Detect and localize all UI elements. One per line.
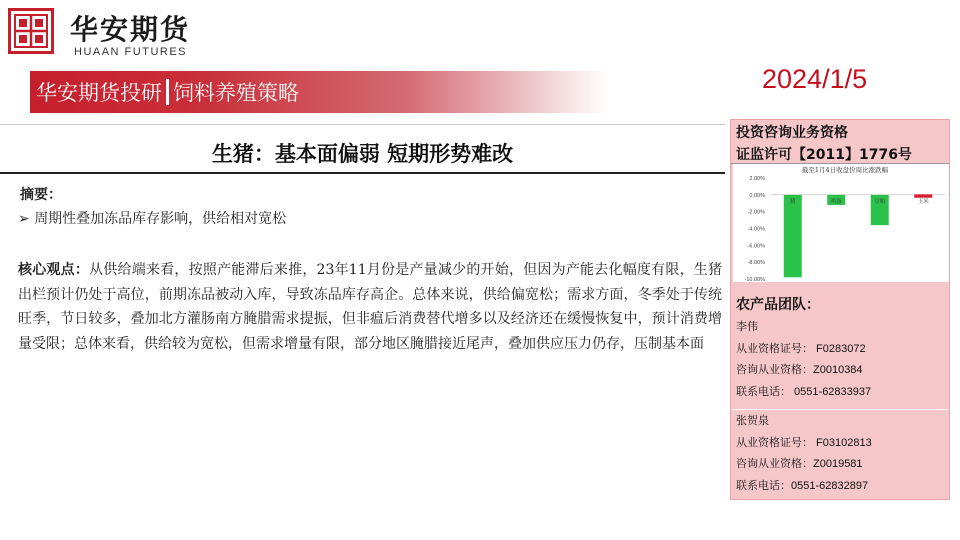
banner-right-label: 饲料养殖策略 xyxy=(173,81,299,105)
title-top-rule xyxy=(0,124,725,125)
bar-猪 xyxy=(784,195,802,277)
banner-divider xyxy=(166,79,169,105)
report-date: 2024/1/5 xyxy=(762,64,868,94)
y-tick-label: 2.00% xyxy=(749,176,765,182)
logo-name-en: HUAAN FUTURES xyxy=(74,46,188,58)
abstract-bullet-text: 周期性叠加冻品库存影响，供给相对宽松 xyxy=(34,211,287,227)
y-tick-label: -10.00% xyxy=(744,277,765,282)
report-title: 生猪：基本面偏弱 短期形势难改 xyxy=(211,142,514,166)
person-2-name: 张贺泉 xyxy=(736,415,769,427)
category-label: 玉米 xyxy=(917,198,929,205)
chart-title: 截至1月4日收盘价周比涨跌幅 xyxy=(801,166,889,174)
person-1-name: 李伟 xyxy=(736,321,758,333)
core-view-paragraph xyxy=(18,258,722,356)
qualification-license: 证监许可【2011】1776号 xyxy=(736,147,912,163)
qualification-title: 投资咨询业务资格 xyxy=(736,125,848,141)
chart-y-axis xyxy=(745,176,946,282)
y-tick-label: -2.00% xyxy=(747,209,765,216)
company-logo xyxy=(8,6,198,58)
bar-玉米 xyxy=(914,194,932,197)
abstract-bullet xyxy=(18,208,286,228)
chart-bars xyxy=(784,194,933,277)
banner-left-label: 华安期货投研 xyxy=(36,81,162,105)
y-tick-label: -6.00% xyxy=(747,243,765,250)
category-label: 鸡蛋 xyxy=(830,198,842,205)
category-label: 豆粕 xyxy=(874,198,886,205)
core-view-label: 核心观点： xyxy=(18,262,90,278)
person-1-license: 从业资格证号： F0283072 xyxy=(736,343,866,355)
title-underline xyxy=(0,172,725,174)
core-view-text: 从供给端来看，按照产能滞后来推，23年11月份是产量减少的开始，但因为产能去化幅度有限，生猪出栏预计仍处于高位，前期冻品被动入库，导致冻品库存高企。总体来说，供给偏宽松；需求方面，冬季处于传统旺季，节日较多，叠加北方灌肠南方腌腊需求提振，但非瘟后消费替代增多以及经济还在缓慢恢复中，预计消费增量受限；总体来看，供给较为宽松，但需求增量有限，部分地区腌腊接近尾声，叠加供应压力仍存，压制基本面 xyxy=(18,262,723,352)
person-2-license: 从业资格证号： F03102813 xyxy=(736,437,872,449)
bar-chart-svg xyxy=(733,164,949,282)
section-banner xyxy=(30,71,608,113)
y-tick-label: -4.00% xyxy=(747,226,765,233)
y-tick-label: -8.00% xyxy=(747,260,765,267)
person-2-phone: 联系电话：0551-62832897 xyxy=(736,480,869,492)
category-label: 猪 xyxy=(789,198,796,205)
y-tick-label: 0.00% xyxy=(749,192,765,199)
price-change-chart xyxy=(733,164,949,282)
logo-seal-icon xyxy=(8,8,54,54)
abstract-label: 摘要： xyxy=(20,187,62,203)
person-1-phone: 联系电话： 0551-62833937 xyxy=(736,386,872,398)
person-1-advisory: 咨询从业资格：Z0010384 xyxy=(736,364,863,376)
sidebar-panel xyxy=(730,119,950,500)
bullet-arrow-icon: ➢ xyxy=(18,211,30,227)
logo-name-cn: 华安期货 xyxy=(70,13,191,46)
team-label: 农产品团队： xyxy=(736,297,820,313)
person-2-advisory: 咨询从业资格：Z0019581 xyxy=(736,458,863,470)
